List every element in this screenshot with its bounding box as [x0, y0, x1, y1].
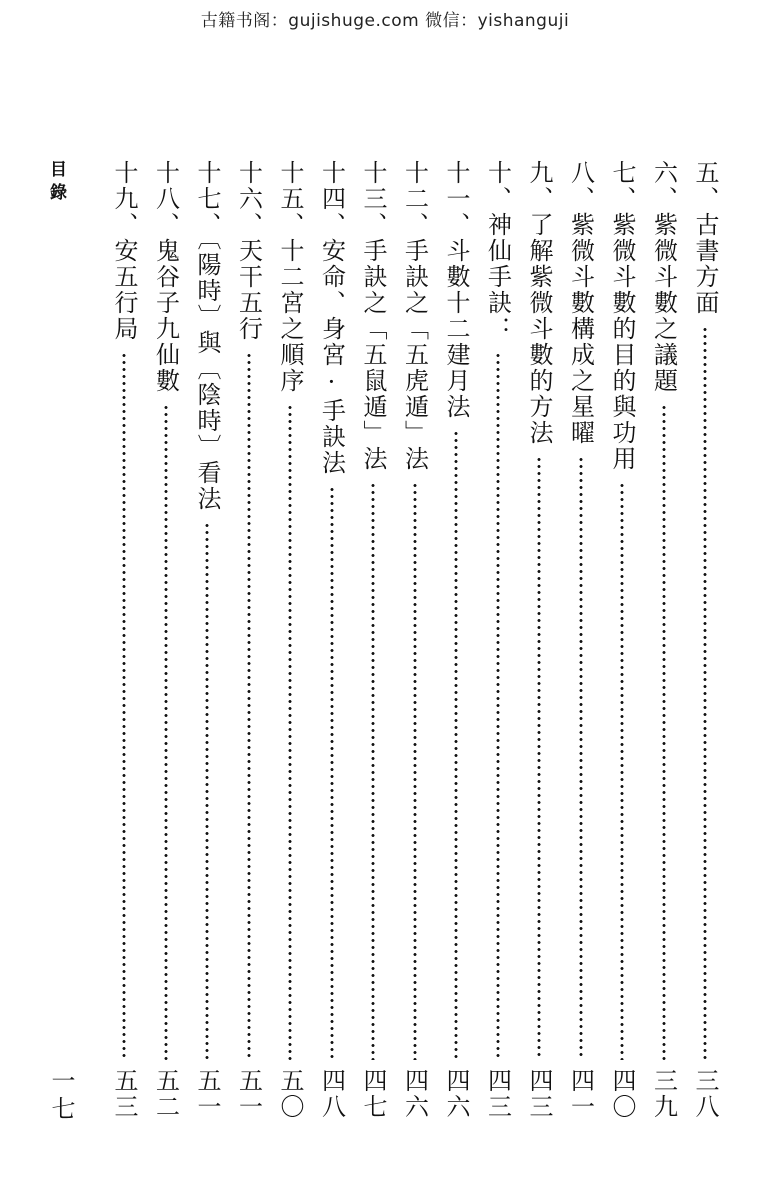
toc-entry	[477, 160, 519, 1120]
toc-entry	[394, 160, 436, 1120]
toc-entry	[269, 160, 311, 1120]
toc-entry	[228, 160, 270, 1120]
dot-leader	[122, 352, 126, 1060]
toc-entry-page: 四六	[400, 1068, 429, 1120]
toc-entry-page: 四三	[525, 1068, 553, 1120]
dot-leader	[579, 456, 583, 1060]
dot-leader	[662, 404, 666, 1060]
toc-entry-page: 三八	[691, 1068, 719, 1120]
toc-entry-page: 五一	[193, 1068, 221, 1120]
toc-entry-title: 十七、〔陽時〕與〔陰時〕看法	[193, 160, 221, 512]
dot-leader	[454, 430, 458, 1060]
dot-leader	[164, 404, 168, 1060]
toc-entry-page: 五二	[151, 1068, 180, 1120]
toc-entry-title: 十二、手訣之「五虎遁」法	[400, 160, 429, 472]
table-of-contents	[96, 160, 726, 1130]
toc-entry	[601, 160, 643, 1120]
toc-entry	[311, 160, 353, 1120]
toc-entry-page: 四六	[442, 1068, 470, 1120]
toc-entry-page: 四一	[566, 1068, 595, 1120]
page-number: 一七	[47, 1068, 75, 1124]
toc-entry-page: 五一	[234, 1068, 263, 1120]
toc-entry-page: 五三	[110, 1068, 138, 1120]
toc-entry-page: 三九	[649, 1068, 678, 1120]
toc-entry-title: 五、古書方面	[691, 160, 719, 316]
toc-entry	[560, 160, 602, 1120]
toc-entry	[435, 160, 477, 1120]
toc-entry	[643, 160, 685, 1120]
toc-entry	[684, 160, 726, 1120]
watermark: 古籍书阁：gujishuge.com 微信：yishanguji	[200, 11, 570, 31]
section-title: 目錄	[46, 160, 66, 206]
toc-entry-title: 六、紫微斗數之議題	[649, 160, 678, 394]
toc-entry-title: 八、紫微斗數構成之星曜	[566, 160, 595, 446]
dot-leader	[371, 482, 375, 1060]
toc-entry-page: 五〇	[276, 1068, 304, 1120]
toc-entry-title: 十六、天干五行	[234, 160, 263, 342]
toc-entry-title: 十五、十二宮之順序	[276, 160, 304, 394]
toc-entry-page: 四〇	[608, 1068, 636, 1120]
toc-entry	[145, 160, 187, 1120]
toc-entry	[186, 160, 228, 1120]
toc-entry-title: 十九、安五行局	[110, 160, 138, 342]
dot-leader	[288, 404, 292, 1060]
dot-leader	[496, 352, 500, 1060]
toc-entry-title: 九、了解紫微斗數的方法	[525, 160, 553, 446]
toc-entry	[103, 160, 145, 1120]
dot-leader	[205, 522, 209, 1060]
toc-entry-page: 四三	[483, 1068, 512, 1120]
dot-leader	[247, 352, 251, 1060]
dot-leader	[330, 486, 334, 1060]
toc-entry-title: 十三、手訣之「五鼠遁」法	[359, 160, 387, 472]
toc-entry-title: 十八、鬼谷子九仙數	[151, 160, 180, 394]
toc-entry-title: 七、紫微斗數的目的與功用	[608, 160, 636, 472]
toc-entry-title: 十一、斗數十二建月法	[442, 160, 470, 420]
toc-entry-page: 四七	[359, 1068, 387, 1120]
dot-leader	[537, 456, 541, 1060]
dot-leader	[413, 482, 417, 1060]
toc-entry-title: 十四、安命、身宮·手訣法	[317, 160, 346, 476]
toc-entry-page: 四八	[317, 1068, 346, 1120]
toc-entry-title: 十、神仙手訣：	[483, 160, 512, 342]
dot-leader	[703, 326, 707, 1060]
toc-entry	[518, 160, 560, 1120]
toc-entry	[352, 160, 394, 1120]
dot-leader	[620, 482, 624, 1060]
